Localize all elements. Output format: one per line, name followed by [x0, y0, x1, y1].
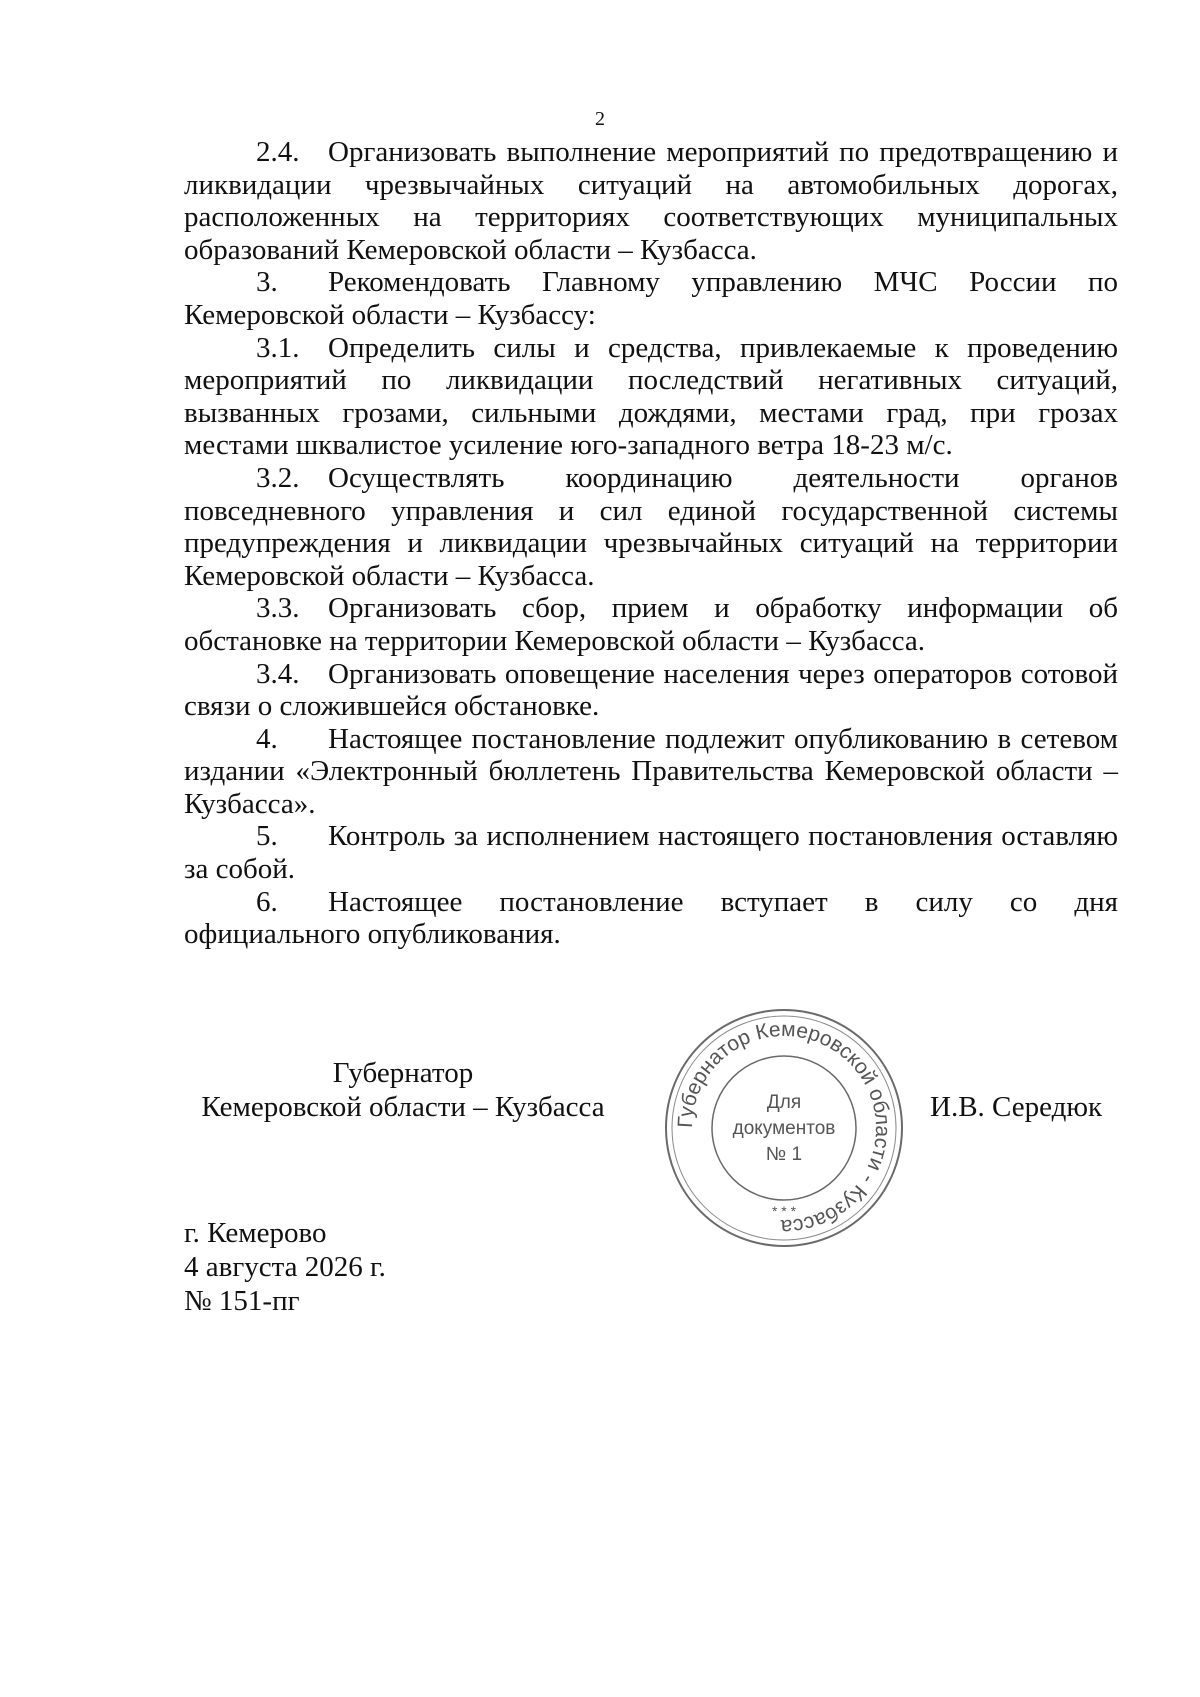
- paragraph-number: 3.2.: [256, 461, 300, 494]
- paragraph-text: Осуществлять координацию деятельности органов повседневного управления и сил единой государственной системы предупреждения и ликвидации чрезвычайных ситуаций на территории Кемеровской области – Кузбасса.: [184, 461, 1118, 592]
- signatory-title: [200, 1056, 606, 1124]
- seal-graphic: [660, 1004, 908, 1252]
- signatory-position: Губернатор: [332, 1057, 474, 1089]
- place-of-signing: г. Кемерово: [184, 1217, 327, 1249]
- document-footer: [184, 1216, 386, 1318]
- paragraph-number: 6.: [256, 885, 278, 918]
- paragraph-text: Рекомендовать Главному управлению МЧС России по Кемеровской области – Кузбассу:: [184, 266, 1118, 331]
- seal-line-3: № 1: [765, 1144, 803, 1165]
- paragraph-3-2: [184, 462, 1118, 592]
- document-date: 4 августа 2026 г.: [184, 1251, 386, 1283]
- paragraph-text: Организовать сбор, прием и обработку информации об обстановке на территории Кемеровской области – Кузбасса.: [184, 592, 1118, 657]
- seal-line-2: документов: [732, 1118, 836, 1139]
- signatory-region: Кемеровской области – Кузбасса: [201, 1091, 605, 1123]
- seal-ring-text: Губернатор Кемеровской области - Кузбасса: [673, 1017, 895, 1239]
- paragraph-number: 3.4.: [256, 657, 300, 690]
- paragraph-3-3: [184, 592, 1118, 657]
- paragraph-text: Настоящее постановление подлежит опубликованию в сетевом издании «Электронный бюллетень Правительства Кемеровской области – Кузбасса».: [184, 722, 1118, 820]
- paragraph-number: 3.3.: [256, 592, 300, 625]
- paragraph-text: Организовать оповещение населения через операторов сотовой связи о сложившейся обстановке.: [184, 657, 1118, 723]
- seal-line-1: Для: [766, 1092, 802, 1113]
- paragraph-number: 4.: [256, 722, 278, 755]
- paragraph-number: 2.4.: [256, 136, 300, 168]
- seal-stars: * * *: [771, 1203, 797, 1219]
- paragraph-3: [184, 266, 1118, 331]
- paragraph-text: Настоящее постановление вступает в силу со дня официального опубликования.: [184, 885, 1118, 951]
- page-number: 2: [595, 108, 605, 130]
- paragraph-number: 3.1.: [256, 331, 300, 364]
- document-number: № 151-пг: [184, 1285, 300, 1317]
- paragraph-3-1: [184, 332, 1118, 462]
- paragraph-2-4: [184, 136, 1118, 266]
- paragraph-5: [184, 820, 1118, 885]
- paragraph-6: [184, 886, 1118, 951]
- paragraph-number: 5.: [256, 820, 278, 853]
- paragraph-3-4: [184, 658, 1118, 723]
- paragraph-text: Контроль за исполнением настоящего постановления оставляю за собой.: [184, 820, 1118, 886]
- paragraph-4: [184, 723, 1118, 821]
- paragraph-number: 3.: [256, 266, 278, 299]
- document-body: [184, 136, 1118, 951]
- paragraph-text: Организовать выполнение мероприятий по предотвращению и ликвидации чрезвычайных ситуаций на автомобильных дорогах, расположенных на территориях соответствующих муниципальных образований Кемеровской области – Кузбасса.: [184, 136, 1118, 266]
- official-seal: [660, 1004, 908, 1252]
- signatory-name: И.В. Середюк: [930, 1091, 1103, 1123]
- paragraph-text: Определить силы и средства, привлекаемые к проведению мероприятий по ликвидации последствий негативных ситуаций, вызванных грозами, сильными дождями, местами град, при грозах местами шквалистое усиление юго-западного ветра 18-23 м/с.: [184, 331, 1118, 462]
